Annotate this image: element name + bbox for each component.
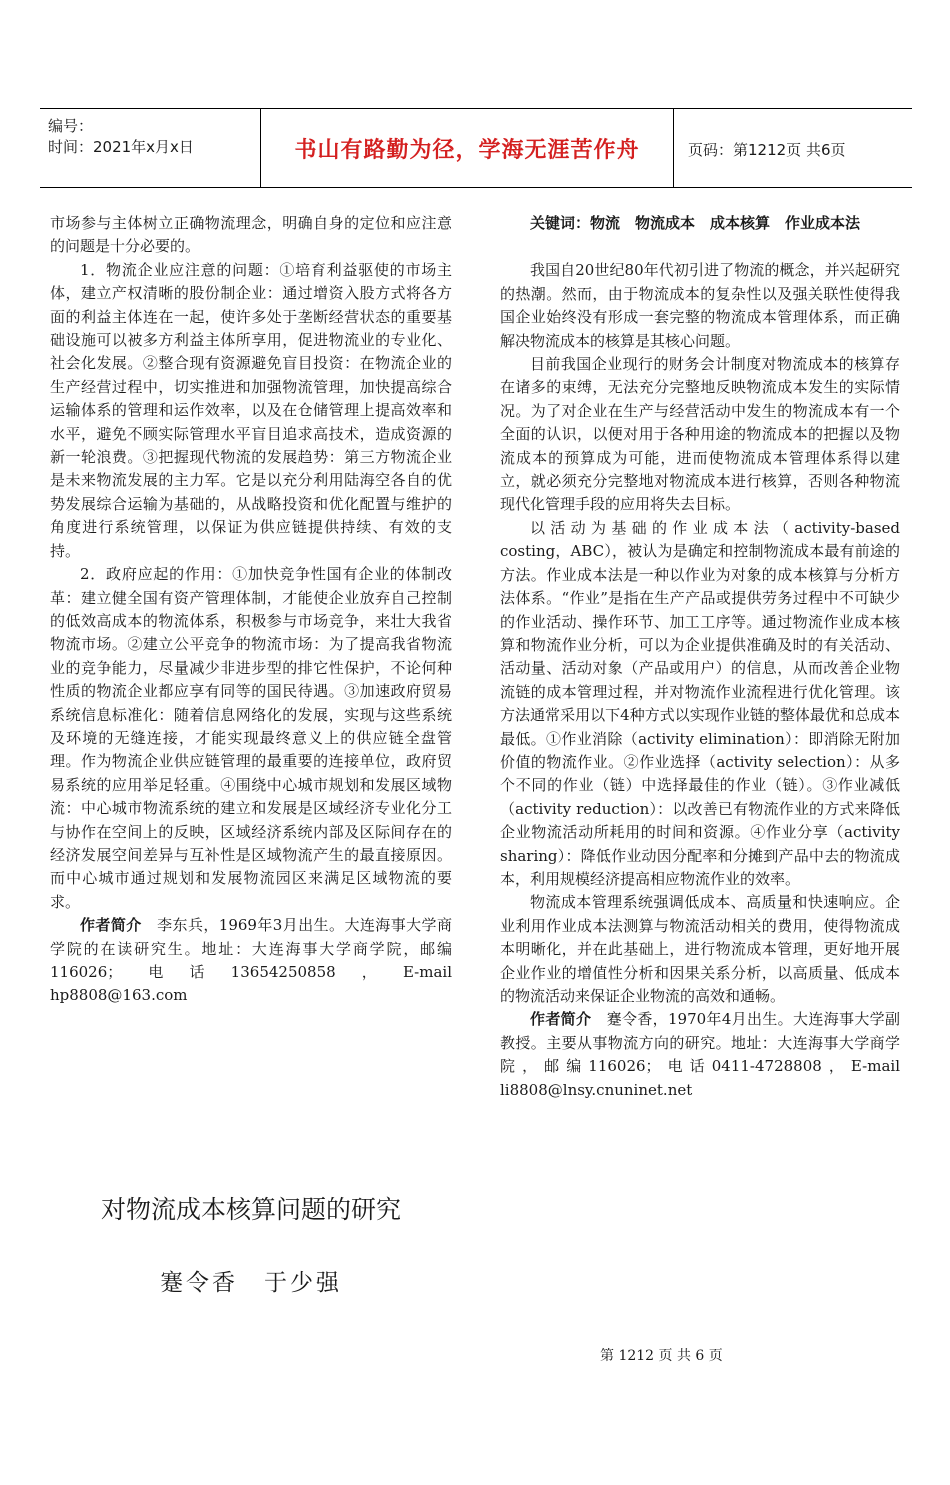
left-paragraph-1: 市场参与主体树立正确物流理念，明确自身的定位和应注意的问题是十分必要的。 xyxy=(50,214,452,256)
left-author-bio xyxy=(50,914,452,1008)
article-authors: 蹇令香 于少强 xyxy=(160,1270,342,1296)
left-bio-text: 李东兵，1969年3月出生。大连海事大学商学院的在读研究生。地址：大连海事大学商学院，邮编 116026；电话13654250858，E-mail hp8808@163.com xyxy=(50,916,452,1005)
motto-text: 书山有路勤为径，学海无涯苦作舟 xyxy=(294,138,640,163)
keywords: 关键词：物流 物流成本 成本核算 作业成本法 xyxy=(530,214,861,232)
right-paragraph-2: 目前我国企业现行的财务会计制度对物流成本的核算存在诸多的束缚，无法充分完整地反映物流成本发生的实际情况。为了对企业在生产与经营活动中发生的物流成本有一个全面的认识，以便对用于各种用途的物流成本的把握以及物流成本的预算成为可能，进而使物流成本管理体系得以建立，就必须充分完整地对物流成本进行核算，否则各种物流现代化管理手段的应用将失去目标。 xyxy=(500,355,900,514)
right-column xyxy=(500,212,900,1102)
left-paragraph-3: 2．政府应起的作用：①加快竞争性国有企业的体制改革：建立健全国有资产管理体制，才能使企业放弃自己控制的低效高成本的物流体系，积极参与市场竞争，来壮大我省物流市场。②建立公平竞争的物流市场：为了提高我省物流业的竞争能力，尽量减少非进步型的排它性保护，不论何种性质的物流企业都应享有同等的国民待遇。③加速政府贸易系统信息标准化：随着信息网络化的发展，实现与这些系统及环境的无缝连接，才能实现最终意义上的供应链全盘管理。作为物流企业供应链管理的最重要的连接单位，政府贸易系统的应用举足轻重。④围绕中心城市规划和发展区域物流：中心城市物流系统的建立和发展是区域经济专业化分工与协作在空间上的反映，区域经济系统内部及区际间存在的经济发展空间差异与互补性是区域物流产生的最直接原因。而中心城市通过规划和发展物流园区来满足区域物流的要求。 xyxy=(50,565,452,911)
left-bio-label: 作者简介 xyxy=(80,916,142,935)
right-author-bio xyxy=(500,1008,900,1102)
left-column xyxy=(50,212,452,1008)
page-footer: 第 1212 页 共 6 页 xyxy=(600,1348,723,1364)
time-label: 时间：2021年x月x日 xyxy=(48,138,194,156)
header-info-cell xyxy=(40,109,261,187)
page-code: 页码：第1212页 共6页 xyxy=(688,141,846,159)
right-bio-label: 作者简介 xyxy=(530,1010,592,1029)
right-paragraph-3: 以活动为基础的作业成本法（activity-based costing，ABC），被认为是确定和控制物流成本最有前途的方法。作业成本法是一种以作业为对象的成本核算与分析方法体系。“作业”是指在生产产品或提供劳务过程中不可缺少的作业活动、操作环节、加工工序等。通过物流作业成本核算和物流作业分析，可以为企业提供准确及时的有关活动、活动量、活动对象（产品或用户）的信息，从而改善企业物流链的成本管理过程，并对物流作业流程进行优化管理。该方法通常采用以下4种方式以实现作业链的整体最优和总成本最低。①作业消除（activity elimination）：即消除无附加价值的物流作业。②作业选择（activity selection）：从多个不同的作业（链）中选择最佳的作业（链）。③作业减低（activity reduction）：以改善已有物流作业的方式来降低企业物流活动所耗用的时间和资源。④作业分享（activity sharing）：降低作业动因分配率和分摊到产品中去的物流成本，利用规模经济提高相应物流作业的效率。 xyxy=(500,518,900,888)
header-page-cell xyxy=(674,109,912,187)
right-bio-text: 蹇令香，1970年4月出生。大连海事大学副教授。主要从事物流方向的研究。地址：大连海事大学商学院，邮编116026；电话0411-4728808，E-mail li8808@lnsy.cnuninet.net xyxy=(500,1010,900,1099)
number-label: 编号： xyxy=(48,117,94,135)
right-paragraph-4: 物流成本管理系统强调低成本、高质量和快速响应。企业利用作业成本法测算与物流活动相关的费用，使得物流成本明晰化，并在此基础上，进行物流成本管理，更好地开展企业作业的增值性分析和因果关系分析，以高质量、低成本的物流活动来保证企业物流的高效和通畅。 xyxy=(500,893,900,1005)
article-title: 对物流成本核算问题的研究 xyxy=(100,1195,401,1224)
document-header xyxy=(40,108,912,188)
left-paragraph-2: 1．物流企业应注意的问题：①培育利益驱使的市场主体，建立产权清晰的股份制企业：通过增资入股方式将各方面的利益主体连在一起，使许多处于垄断经营状态的重要基础设施可以被多方利益主体所享用，促进物流业的专业化、社会化发展。②整合现有资源避免盲目投资：在物流企业的生产经营过程中，切实推进和加强物流管理，加快提高综合运输体系的管理和运作效率，以及在仓储管理上提高效率和水平，避免不顾实际管理水平盲目追求高技术，造成资源的新一轮浪费。③把握现代物流的发展趋势：第三方物流企业是未来物流发展的主力军。它是以充分利用陆海空各自的优势发展综合运输为基础的，从战略投资和优化配置与维护的角度进行系统管理，以保证为供应链提供持续、有效的支持。 xyxy=(50,260,452,560)
header-motto-cell xyxy=(261,109,674,187)
right-paragraph-1: 我国自20世纪80年代初引进了物流的概念，并兴起研究的热潮。然而，由于物流成本的复杂性以及强关联性使得我国企业始终没有形成一套完整的物流成本管理体系，而正确解决物流成本的核算是其核心问题。 xyxy=(500,261,900,350)
